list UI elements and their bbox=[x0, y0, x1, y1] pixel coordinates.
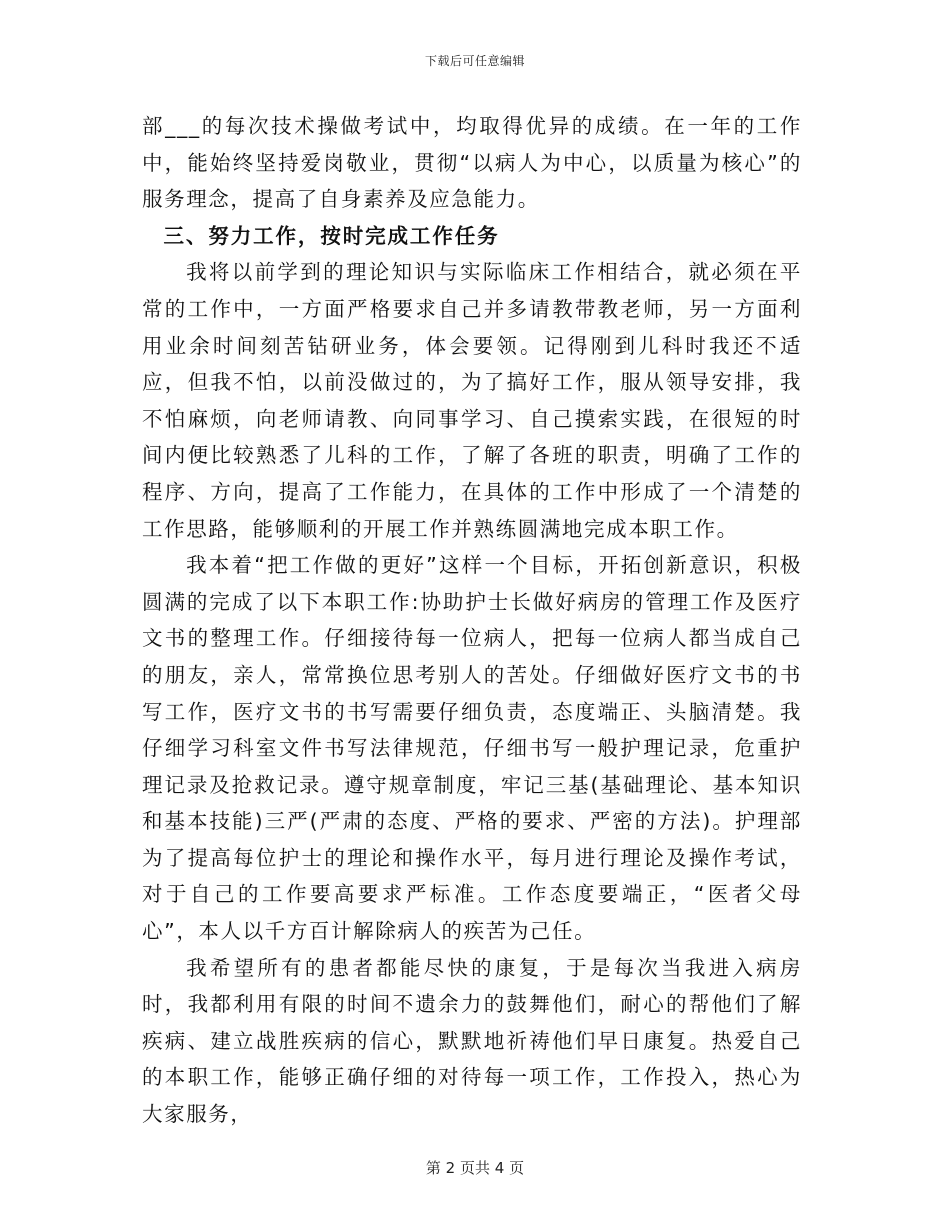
section-heading: 三、努力工作，按时完成工作任务 bbox=[163, 223, 500, 248]
paragraph-1: 部___的每次技术操做考试中，均取得优异的成绩。在一年的工作中，能始终坚持爱岗敬业，贯彻“以病人为中心，以质量为核心”的服务理念，提高了自身素养及应急能力。 bbox=[142, 114, 802, 212]
paragraph-4: 我希望所有的患者都能尽快的康复，于是每次当我进入病房时，我都利用有限的时间不遗余力的鼓舞他们，耐心的帮他们了解疾病、建立战胜疾病的信心，默默地祈祷他们早日康复。热爱自己的本职工作，能够正确仔细的对待每一项工作，工作投入，热心为大家服务， bbox=[142, 955, 802, 1127]
paragraph-3: 我本着“把工作做的更好”这样一个目标，开拓创新意识，积极圆满的完成了以下本职工作:协助护士长做好病房的管理工作及医疗文书的整理工作。仔细接待每一位病人，把每一位病人都当成自己的朋友，亲人，常常换位思考别人的苦处。仔细做好医疗文书的书写工作，医疗文书的书写需要仔细负责，态度端正、头脑清楚。我仔细学习科室文件书写法律规范，仔细书写一般护理记录，危重护理记录及抢救记录。遵守规章制度，牢记三基(基础理论、基本知识和基本技能)三严(严肃的态度、严格的要求、严密的方法)。护理部为了提高每位护士的理论和操作水平，每月进行理论及操作考试，对于自己的工作要高要求严标准。工作态度要端正，“医者父母心”，本人以千方百计解除病人的疾苦为己任。 bbox=[142, 553, 802, 944]
page-footer: 第 2 页共 4 页 bbox=[425, 1159, 525, 1177]
document-body bbox=[142, 108, 802, 1133]
paragraph-2: 我将以前学到的理论知识与实际临床工作相结合，就必须在平常的工作中，一方面严格要求自己并多请教带教老师，另一方面利用业余时间刻苦钻研业务，体会要领。记得刚到儿科时我还不适应，但我不怕，以前没做过的，为了搞好工作，服从领导安排，我不怕麻烦，向老师请教、向同事学习、自己摸索实践，在很短的时间内便比较熟悉了儿科的工作，了解了各班的职责，明确了工作的程序、方向，提高了工作能力，在具体的工作中形成了一个清楚的工作思路，能够顺利的开展工作并熟练圆满地完成本职工作。 bbox=[142, 260, 802, 541]
page-header: 下载后可任意编辑 bbox=[424, 54, 525, 68]
